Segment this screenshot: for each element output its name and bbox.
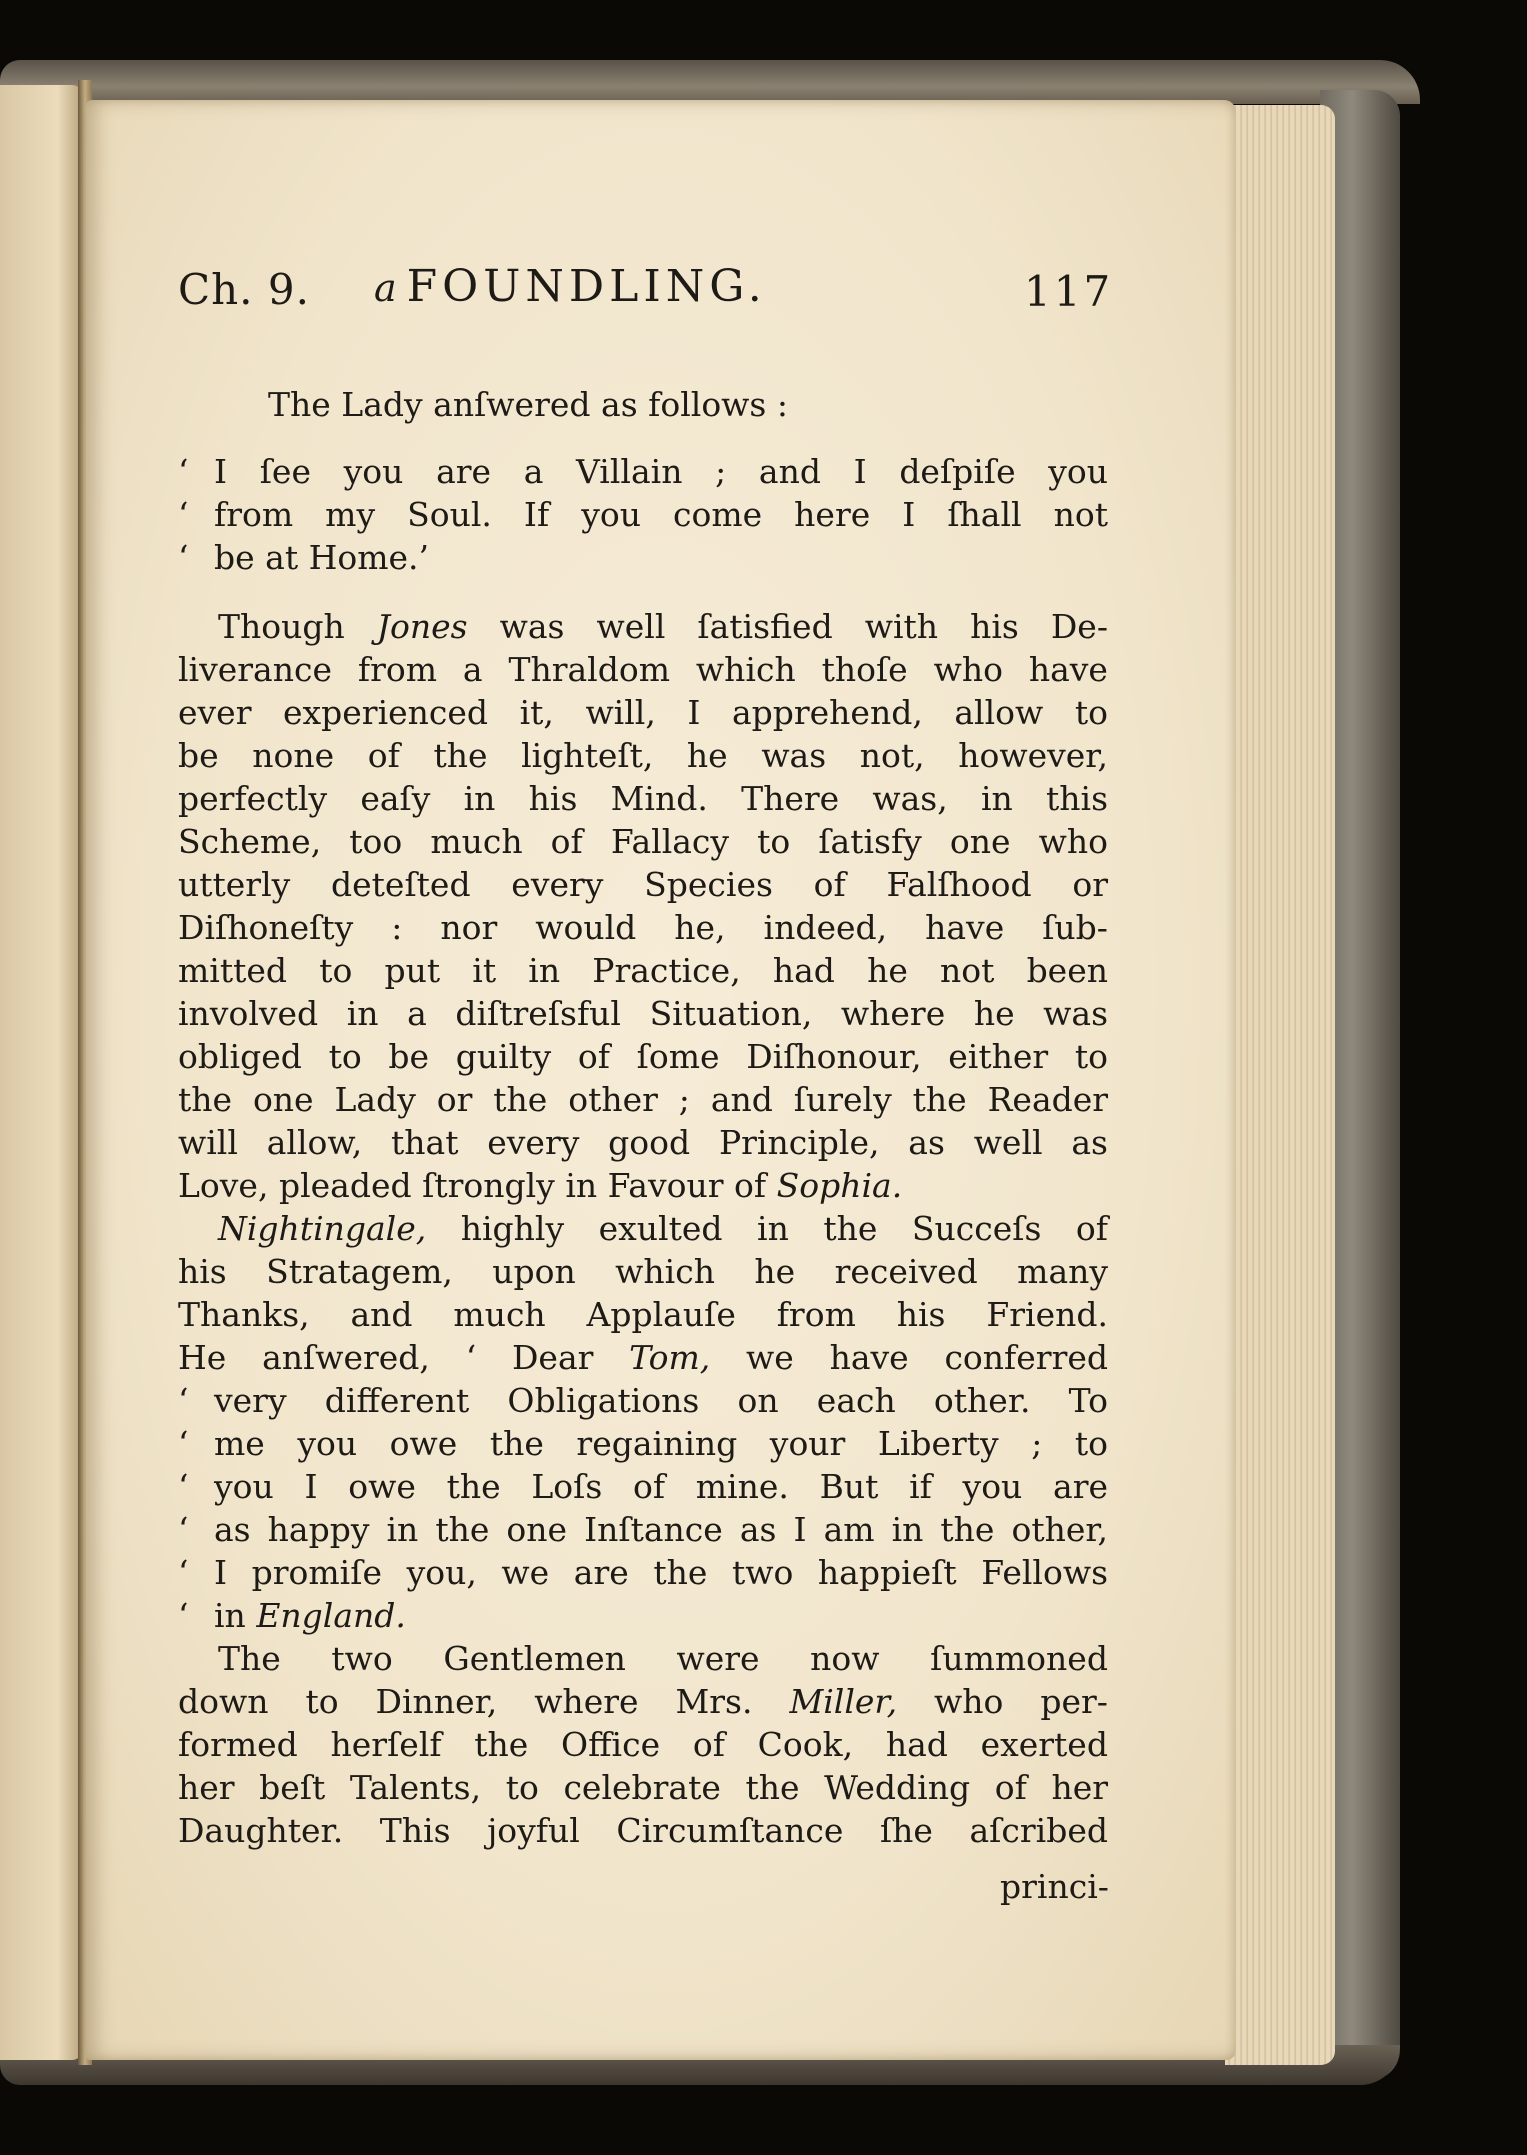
text-line: obliged to be guilty of ſome Diſhonour, either to: [178, 1037, 1108, 1076]
text-line: ‘ me you owe the regaining your Liberty ; to: [178, 1424, 1109, 1463]
text-line: be none of the lighteſt, he was not, however,: [178, 736, 1108, 775]
chapter-label: Ch. 9.: [178, 265, 310, 314]
text-line: Scheme, too much of Fallacy to ſatisfy one who: [178, 822, 1108, 861]
italic-name: Miller,: [789, 1682, 898, 1721]
running-title-article: a: [374, 266, 397, 310]
text-line: the one Lady or the other ; and ſurely the Reader: [178, 1080, 1109, 1119]
text-line: The Lady anſwered as follows :: [268, 385, 788, 424]
quote-mark: ‘: [178, 538, 189, 577]
text-line: ‘ in England.: [178, 1596, 406, 1635]
quote-mark: ‘: [178, 1424, 189, 1463]
italic-name: Jones: [376, 607, 468, 646]
text-line: ‘ from my Soul. If you come here I ſhall not: [178, 495, 1108, 534]
quote-mark: ‘: [178, 495, 189, 534]
quote-mark: ‘: [178, 1381, 189, 1420]
text-line: formed herſelf the Office of Cook, had exerted: [178, 1725, 1108, 1764]
quote-mark: ‘: [178, 1553, 189, 1592]
text-line: Nightingale, highly exulted in the Succeſs of: [218, 1209, 1108, 1248]
text-line: ever experienced it, will, I apprehend, allow to: [178, 693, 1108, 732]
book-page: [86, 100, 1236, 2060]
text-line: utterly deteſted every Species of Falſhood or: [178, 865, 1109, 904]
page-number: 117: [1024, 267, 1114, 316]
text-line: The two Gentlemen were now ſummoned: [218, 1639, 1108, 1678]
text-line: ‘ very different Obligations on each other. To: [178, 1381, 1108, 1420]
text-line: down to Dinner, where Mrs. Miller, who per-: [178, 1682, 1108, 1721]
page-stack-edges: [1225, 105, 1335, 2065]
left-page-edge: [0, 85, 82, 2060]
running-title: [374, 261, 767, 312]
quote-mark: ‘: [178, 1596, 189, 1635]
text-line: her beſt Talents, to celebrate the Wedding of her: [178, 1768, 1108, 1807]
text-line: Love, pleaded ſtrongly in Favour of Sophia.: [178, 1166, 903, 1205]
italic-name: Sophia.: [776, 1166, 903, 1205]
book-cover-top: [0, 60, 1420, 104]
page-text: [178, 261, 1114, 1906]
text-line: will allow, that every good Principle, as well as: [178, 1123, 1108, 1162]
text-line: Thanks, and much Applauſe from his Friend.: [178, 1295, 1108, 1334]
text-line: liverance from a Thraldom which thoſe who have: [178, 650, 1108, 689]
text-line: ‘ I promiſe you, we are the two happieſt Fellows: [178, 1553, 1109, 1592]
text-line: ‘ as happy in the one Inſtance as I am in the other,: [178, 1510, 1109, 1549]
text-line: ‘ you I owe the Loſs of mine. But if you are: [178, 1467, 1108, 1506]
text-line: ‘ I ſee you are a Villain ; and I deſpiſe you: [178, 452, 1109, 491]
running-header: [178, 261, 1114, 335]
quote-mark: ‘: [178, 1467, 189, 1506]
text-line: ‘ be at Home.’: [178, 538, 430, 577]
text-line: Though Jones was well ſatisfied with his De-: [218, 607, 1108, 646]
quote-mark: ‘: [178, 1510, 189, 1549]
italic-name: Nightingale,: [218, 1209, 427, 1248]
catchword: princi-: [1000, 1867, 1109, 1906]
text-line: involved in a diſtreſsful Situation, where he was: [178, 994, 1109, 1033]
italic-name: Tom,: [629, 1338, 711, 1377]
quote-mark: ‘: [178, 452, 189, 491]
text-line: mitted to put it in Practice, had he not been: [178, 951, 1108, 990]
text-line: his Stratagem, upon which he received many: [178, 1252, 1109, 1291]
text-line: He anſwered, ‘ Dear Tom, we have conferred: [178, 1338, 1109, 1377]
running-title-word: FOUNDLING.: [406, 261, 767, 312]
text-line: Diſhoneſty : nor would he, indeed, have ſub-: [178, 908, 1108, 947]
text-line: perfectly eaſy in his Mind. There was, in this: [178, 779, 1109, 818]
text-line: Daughter. This joyful Circumſtance ſhe aſcribed: [178, 1811, 1108, 1850]
italic-name: England.: [256, 1596, 406, 1635]
